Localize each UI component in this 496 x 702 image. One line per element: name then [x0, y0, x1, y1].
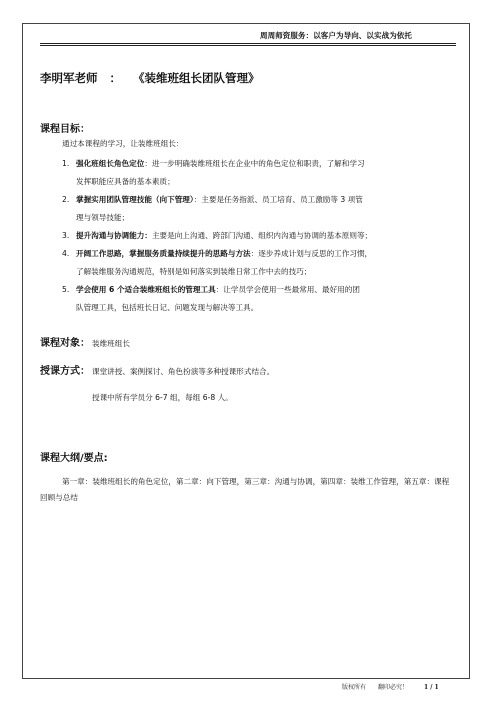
goal-highlight: 开阔工作思路，掌握服务质量持续提升的思路与方法: [76, 249, 251, 258]
footer: [342, 682, 439, 691]
goal-continuation: 了解装维服务沟通规范，特别是如何落实到装维日常工作中去的技巧；: [76, 267, 312, 276]
goal-text: ：主要是任务指派、员工培育、员工激励等 3 项管: [193, 195, 363, 204]
method-note: 授课中所有学员分 6-7 组，每组 6-8 人。: [92, 393, 233, 402]
goal-highlight: 提升沟通与协调能力：: [76, 231, 152, 240]
outline-text: 第一章：装维班组长的角色定位，第二章：向下管理，第三章：沟通与协调，第四章：装维工作管理，第五章：课程回顾与总结: [40, 477, 450, 502]
goals-heading: 课程目标：: [40, 124, 90, 135]
title-separator: ：: [109, 71, 122, 85]
page-title: [40, 70, 260, 86]
goal-highlight: 掌握实用团队管理技能（向下管理）: [76, 195, 194, 204]
goal-text: 主要是向上沟通、跨部门沟通、组织内沟通与协调的基本原则等；: [151, 231, 373, 240]
audience-value: 装维班组长: [92, 339, 130, 348]
goal-item: [62, 191, 462, 227]
goal-number: 1.: [62, 159, 70, 168]
goal-item: [62, 245, 462, 281]
goal-number: 3.: [62, 231, 70, 240]
page-number: 1 / 1: [423, 684, 439, 691]
header-rule-top: [40, 43, 456, 44]
goals-intro: 通过本课程的学习，让装维班组长：: [62, 139, 184, 148]
goal-number: 5.: [62, 285, 70, 294]
goal-highlight: 学会使用 6 个适合装维班组长的管理工具: [76, 285, 216, 294]
goal-number: 2.: [62, 195, 70, 204]
goal-text: ：逐步养成计划与反思的工作习惯，: [250, 249, 373, 258]
goal-text: ：进一步明确装维班组长在企业中的角色定位和职责，了解和学习: [144, 159, 365, 168]
method-line: [40, 362, 274, 377]
goal-item: [62, 227, 462, 245]
goal-item: [62, 281, 462, 317]
goal-continuation: 理与领导技能；: [76, 213, 130, 222]
method-value: 课堂讲授、案例探讨、角色扮演等多种授课形式结合。: [92, 367, 275, 376]
goal-item: [62, 155, 462, 191]
goal-text: ：让学员学会使用一些最常用、最好用的团: [215, 285, 360, 294]
outline-heading: 课程大纲/要点:: [40, 453, 108, 464]
goal-continuation: 发挥职能应具备的基本素质；: [76, 177, 175, 186]
goal-number: 4.: [62, 249, 70, 258]
method-label: 授课方式：: [40, 366, 90, 377]
goal-list: [62, 155, 462, 317]
teacher-name: 李明军老师: [40, 71, 98, 85]
audience-label: 课程对象：: [40, 338, 90, 349]
header-rule-bottom: [40, 45, 456, 46]
goal-continuation: 队管理工具，包括班长日记、问题发现与解决等工具。: [76, 303, 259, 312]
audience-line: [40, 334, 130, 349]
course-name: 《装维班组长团队管理》: [133, 71, 260, 85]
header-tagline: 周周师资服务：以客户为导向、以实战为依托: [260, 31, 412, 40]
goal-highlight: 强化班组长角色定位: [76, 159, 145, 168]
footer-rights: 版权所有 翻印必究！: [342, 684, 409, 691]
